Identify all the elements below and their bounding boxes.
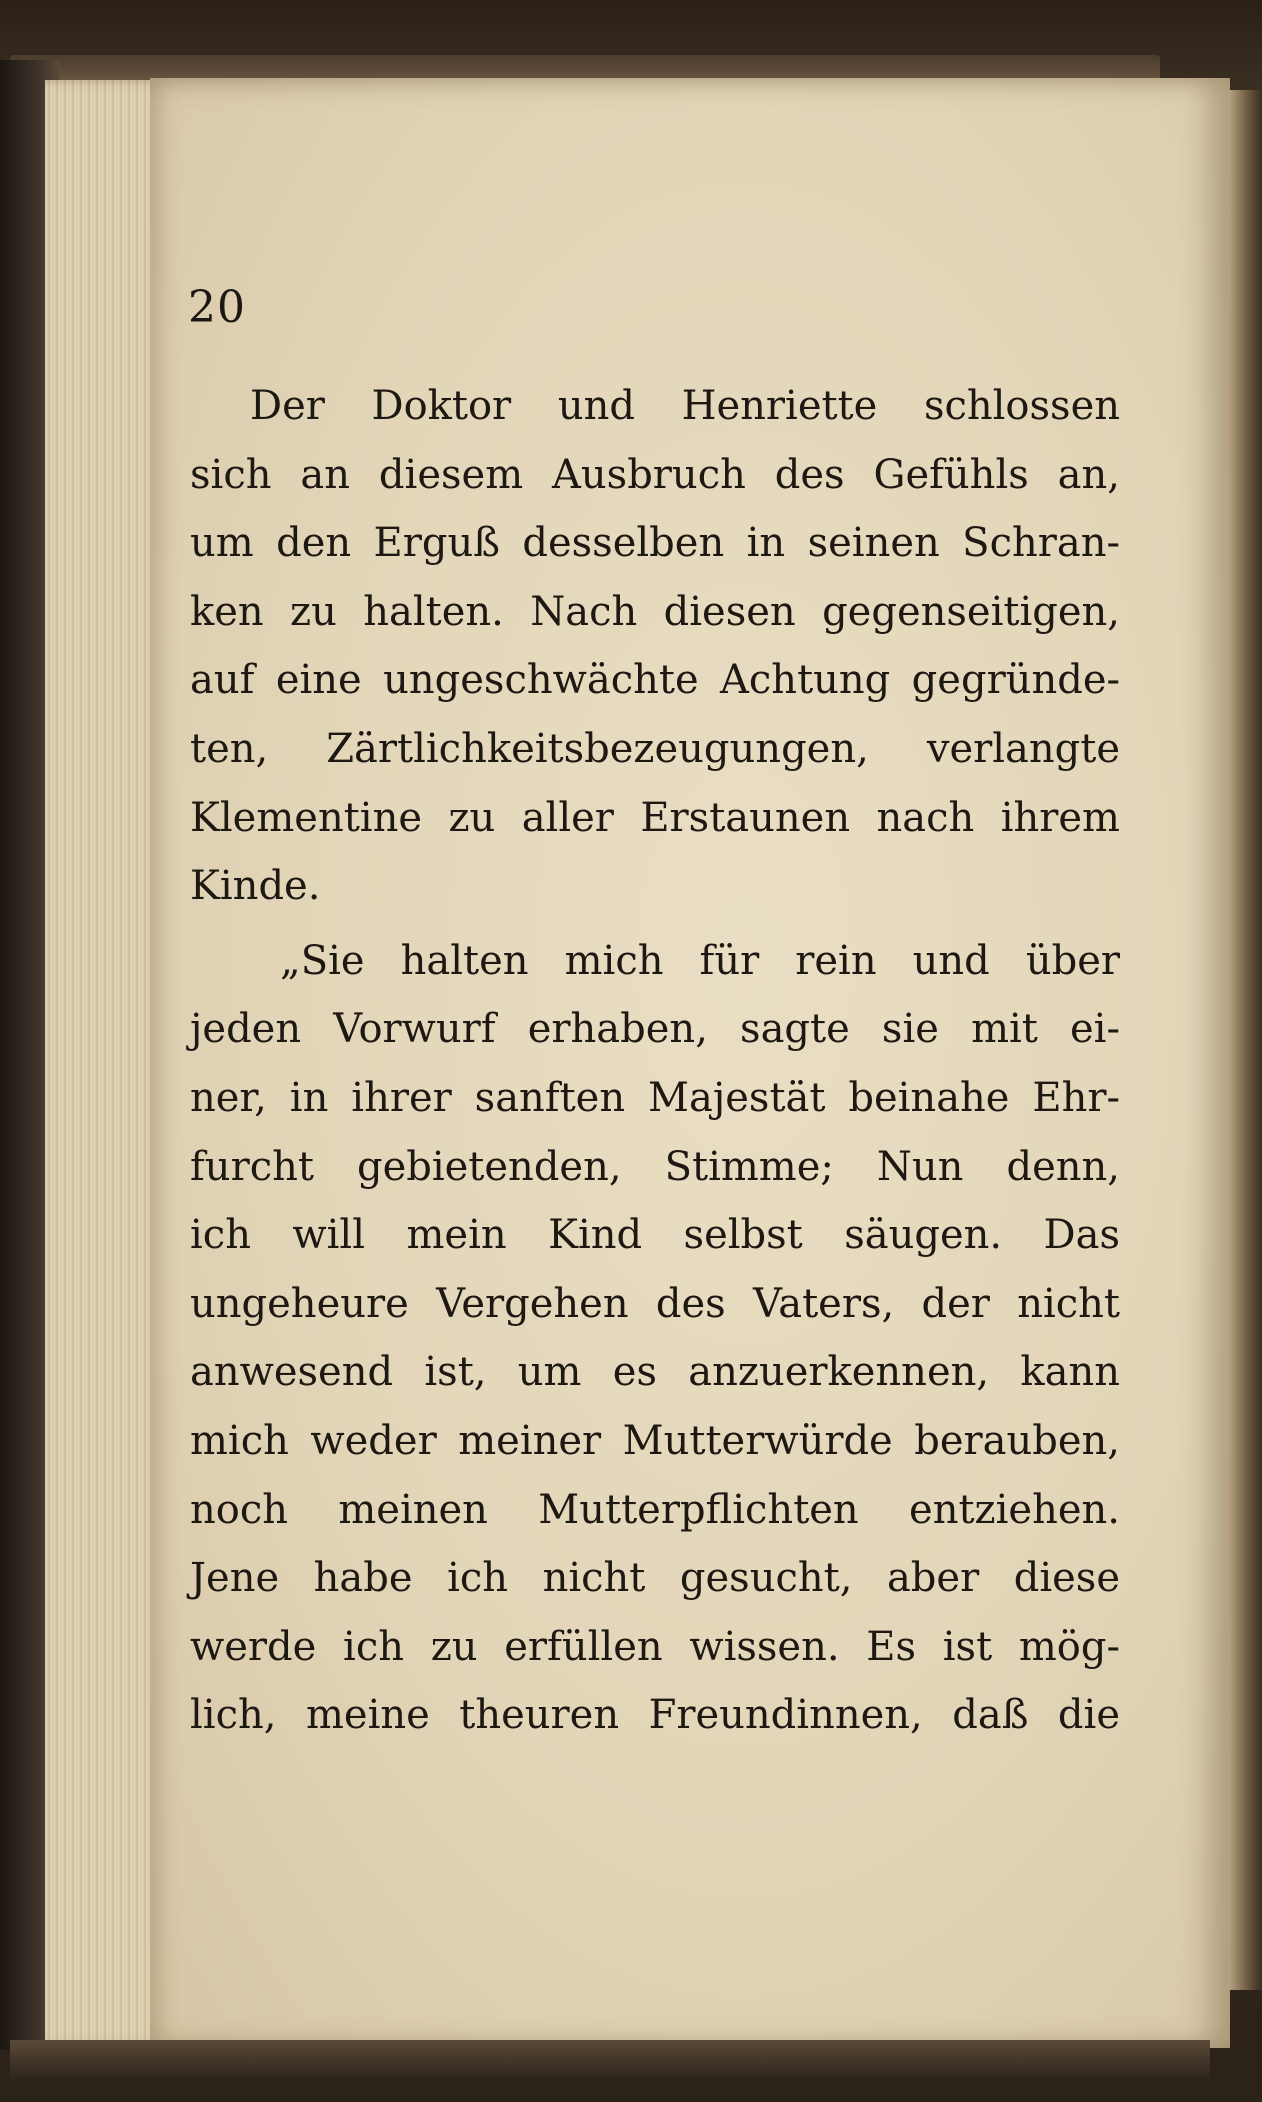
paragraph (190, 927, 1120, 1750)
text-line: mich weder meiner Mutterwürde berauben, (190, 1417, 1120, 1464)
text-line: lich, meine theuren Freundinnen, daß die (190, 1692, 1120, 1739)
page-number: 20 (188, 282, 246, 333)
text-line: noch meinen Mutterpflichten entziehen. (190, 1486, 1120, 1533)
text-line: ungeheure Vergehen des Vaters, der nicht (190, 1280, 1120, 1327)
text-line: Kinde. (190, 863, 321, 910)
paragraph (190, 372, 1120, 921)
text-line: ich will mein Kind selbst säugen. Das (190, 1212, 1120, 1259)
text-line: Der Doktor und Henriette schlossen (250, 383, 1120, 429)
text-line: anwesend ist, um es anzuerkennen, kann (190, 1349, 1120, 1396)
body-text (190, 372, 1120, 1750)
text-line: furcht gebietenden, Stimme; Nun denn, (190, 1143, 1120, 1190)
text-line: werde ich zu erfüllen wissen. Es ist mög- (190, 1623, 1120, 1670)
text-line: um den Erguß desselben in seinen Schran- (190, 520, 1120, 567)
text-line: ner, in ihrer sanften Majestät beinahe Ehr- (190, 1074, 1120, 1121)
page-right-edge (1228, 90, 1262, 1990)
text-line: „Sie halten mich für rein und über (280, 937, 1120, 984)
page-stack-edges (45, 80, 165, 2045)
text-line: Jene habe ich nicht gesucht, aber diese (190, 1555, 1120, 1602)
text-line: auf eine ungeschwächte Achtung gegründe- (190, 657, 1120, 704)
text-line: sich an diesem Ausbruch des Gefühls an, (190, 451, 1120, 498)
text-line: ten, Zärtlichkeitsbezeugungen, verlangte (190, 725, 1120, 772)
text-line: jeden Vorwurf erhaben, sagte sie mit ei- (190, 1006, 1120, 1053)
text-line: ken zu halten. Nach diesen gegenseitigen, (190, 588, 1120, 635)
book-cover-bottom (10, 2040, 1210, 2080)
text-line: Klementine zu aller Erstaunen nach ihrem (190, 794, 1120, 841)
